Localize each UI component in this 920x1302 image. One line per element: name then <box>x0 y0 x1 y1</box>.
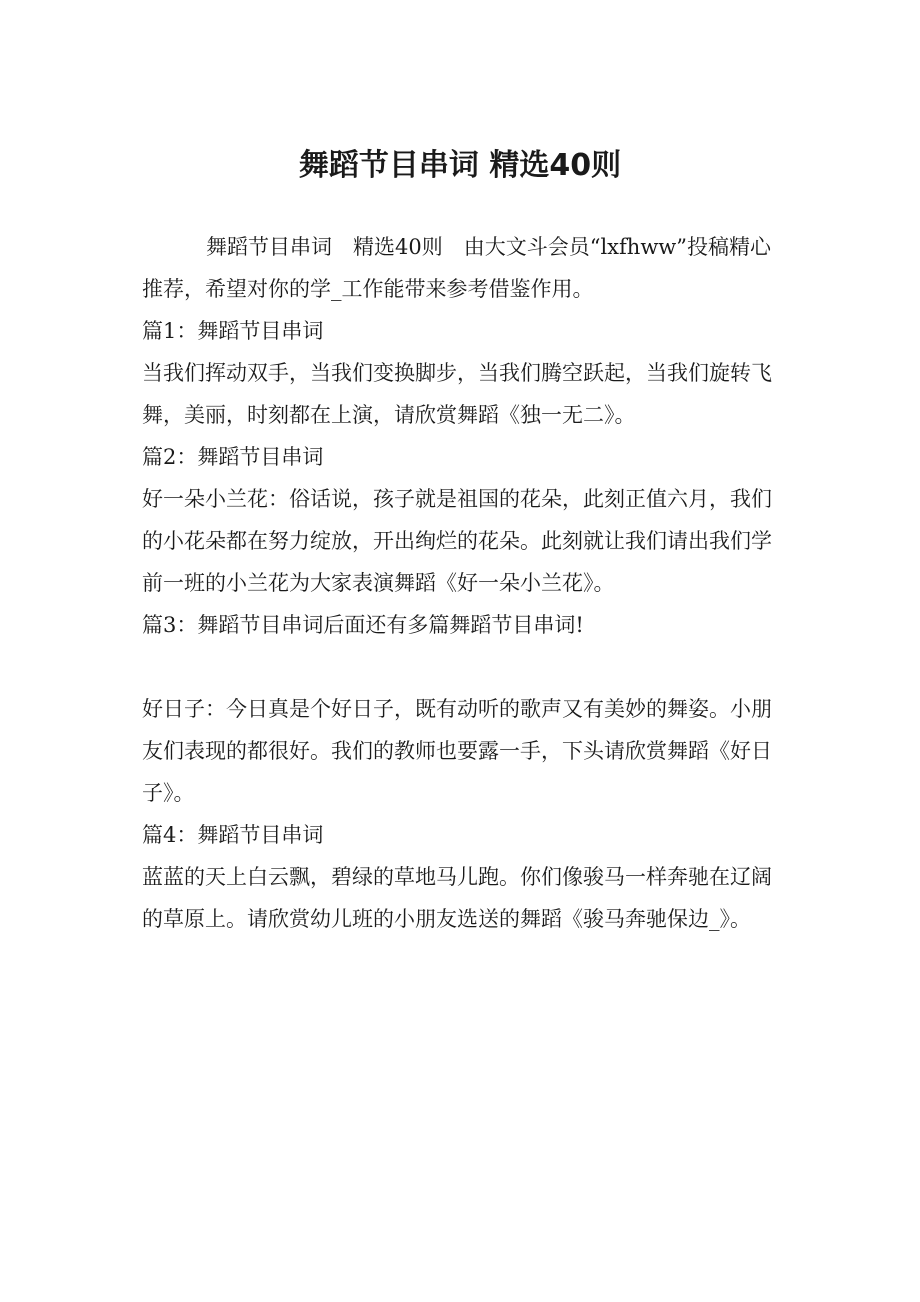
document-title: 舞蹈节目串词 精选40则 <box>298 148 622 183</box>
section-paragraph-1: 当我们挥动双手，当我们变换脚步，当我们腾空跃起，当我们旋转飞舞，美丽，时刻都在上演，请欣赏舞蹈《独一无二》。 <box>142 361 772 427</box>
section-paragraph-4: 蓝蓝的天上白云飘，碧绿的草地马儿跑。你们像骏马一样奔驰在辽阔的草原上。请欣赏幼儿班的小朋友选送的舞蹈《骏马奔驰保边_》。 <box>142 865 772 931</box>
intro-paragraph: 舞蹈节目串词 精选40则 由大文斗会员“lxfhww”投稿精心推荐，希望对你的学_工作能带来参考借鉴作用。 <box>142 235 771 301</box>
blank-line <box>142 646 772 688</box>
section-heading-2: 篇2：舞蹈节目串词 <box>142 445 324 469</box>
document-body <box>142 226 772 940</box>
section-paragraph-2: 好一朵小兰花：俗话说，孩子就是祖国的花朵，此刻正值六月，我们的小花朵都在努力绽放，开出绚烂的花朵。此刻就让我们请出我们学前一班的小兰花为大家表演舞蹈《好一朵小兰花》。 <box>142 487 772 595</box>
section-paragraph-3: 好日子：今日真是个好日子，既有动听的歌声又有美妙的舞姿。小朋友们表现的都很好。我们的教师也要露一手，下头请欣赏舞蹈《好日子》。 <box>142 697 772 805</box>
section-heading-4: 篇4：舞蹈节目串词 <box>142 823 324 847</box>
section-heading-1: 篇1：舞蹈节目串词 <box>142 319 324 343</box>
section-heading-3: 篇3：舞蹈节目串词后面还有多篇舞蹈节目串词! <box>142 613 584 637</box>
